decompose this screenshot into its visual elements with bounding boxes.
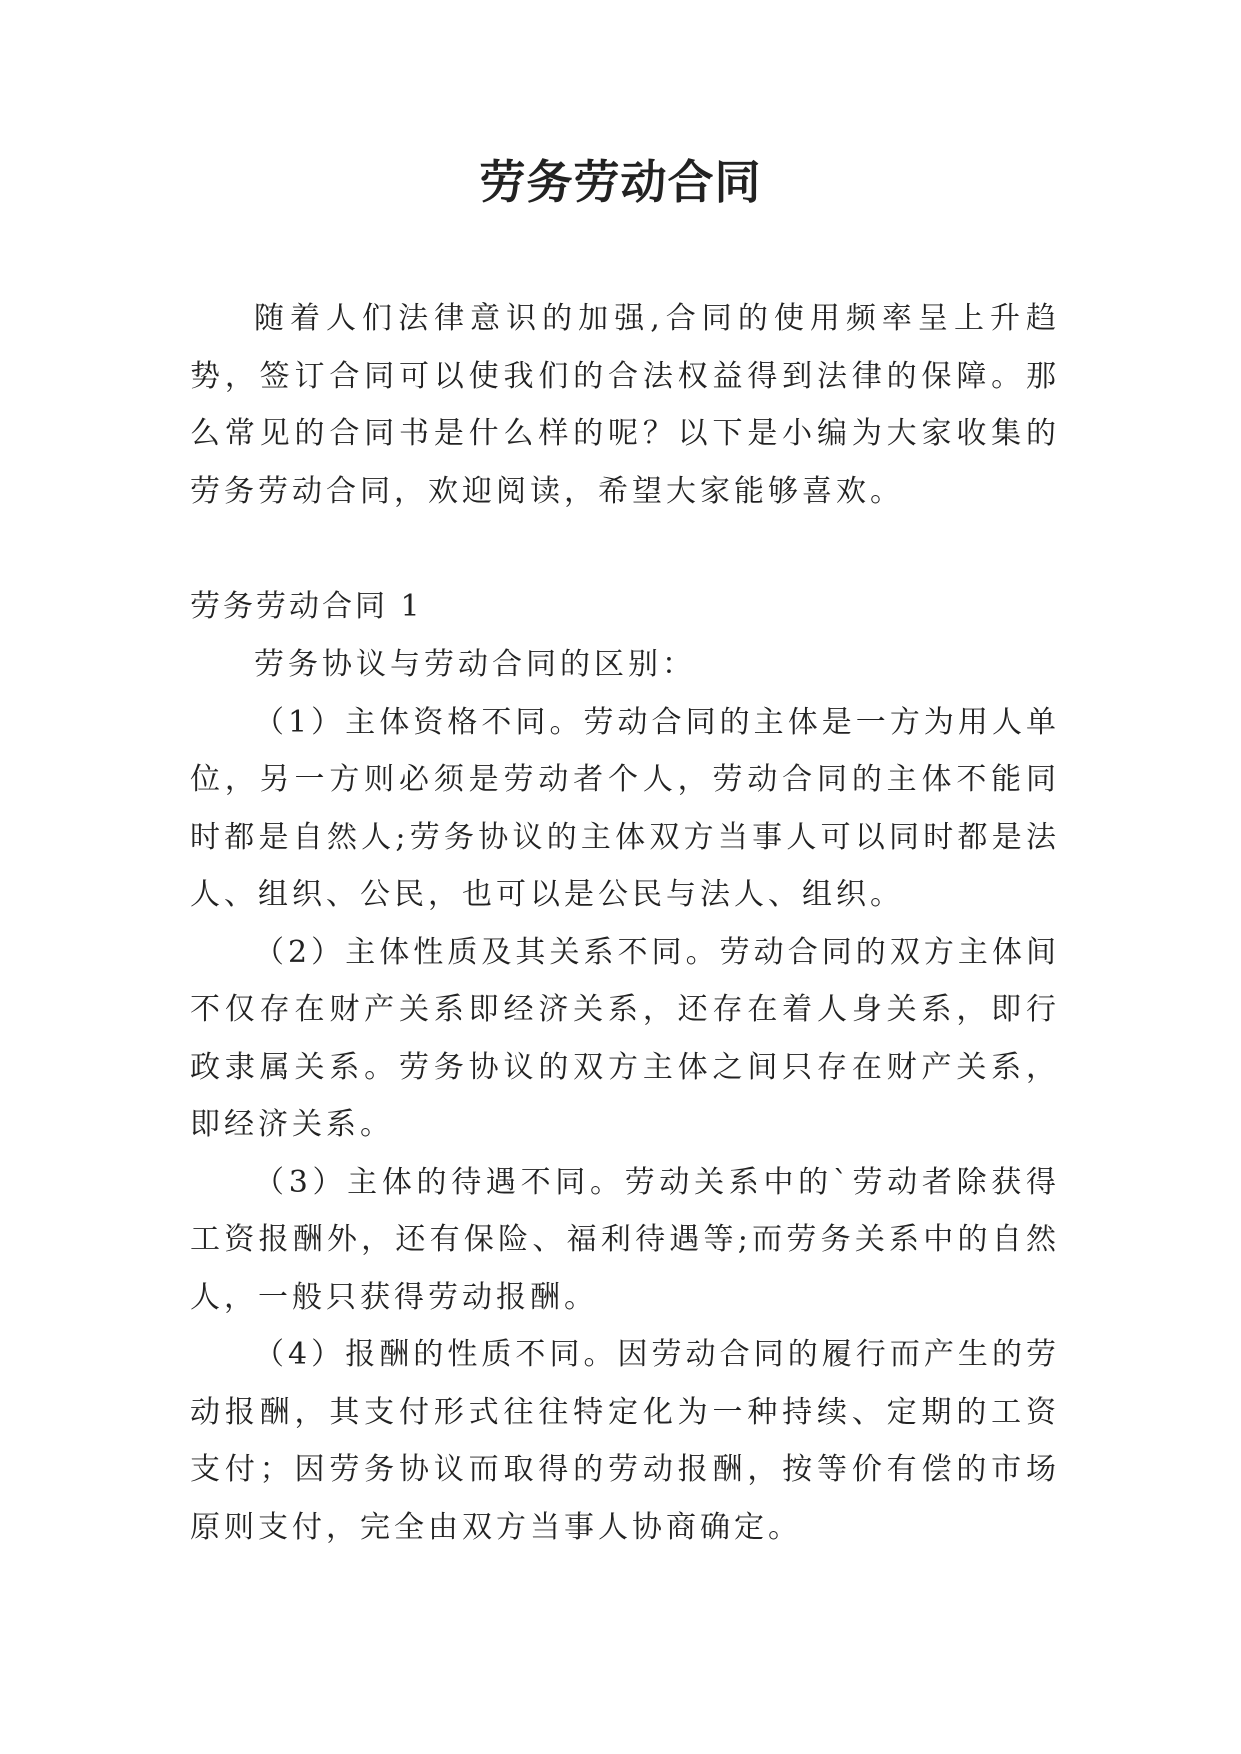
point-paragraph-4: （4）报酬的性质不同。因劳动合同的履行而产生的劳动报酬，其支付形式往往特定化为一种持续、定期的工资支付；因劳务协议而取得的劳动报酬，按等价有偿的市场原则支付，完全由双方当事人协商确定。 (190, 1337, 1060, 1545)
point-paragraph-1: （1）主体资格不同。劳动合同的主体是一方为用人单位，另一方则必须是劳动者个人，劳动合同的主体不能同时都是自然人;劳务协议的主体双方当事人可以同时都是法人、组织、公民，也可以是公民与法人、组织。 (190, 704, 1060, 912)
intro-paragraph: 随着人们法律意识的加强,合同的使用频率呈上升趋势，签订合同可以使我们的合法权益得到法律的保障。那么常见的合同书是什么样的呢？以下是小编为大家收集的劳务劳动合同，欢迎阅读，希望大家能够喜欢。 (190, 301, 1060, 509)
point-paragraph-2: （2）主体性质及其关系不同。劳动合同的双方主体间不仅存在财产关系即经济关系，还存在着人身关系，即行政隶属关系。劳务协议的双方主体之间只存在财产关系，即经济关系。 (190, 934, 1060, 1142)
subtitle-paragraph: 劳务协议与劳动合同的区别： (254, 647, 696, 682)
document-body (190, 290, 1060, 1556)
document-title: 劳务劳动合同 (479, 155, 762, 209)
point-paragraph-3: （3）主体的待遇不同。劳动关系中的`劳动者除获得工资报酬外，还有保险、福利待遇等;而劳务关系中的自然人，一般只获得劳动报酬。 (190, 1164, 1060, 1315)
section-heading: 劳务劳动合同 1 (190, 589, 423, 624)
